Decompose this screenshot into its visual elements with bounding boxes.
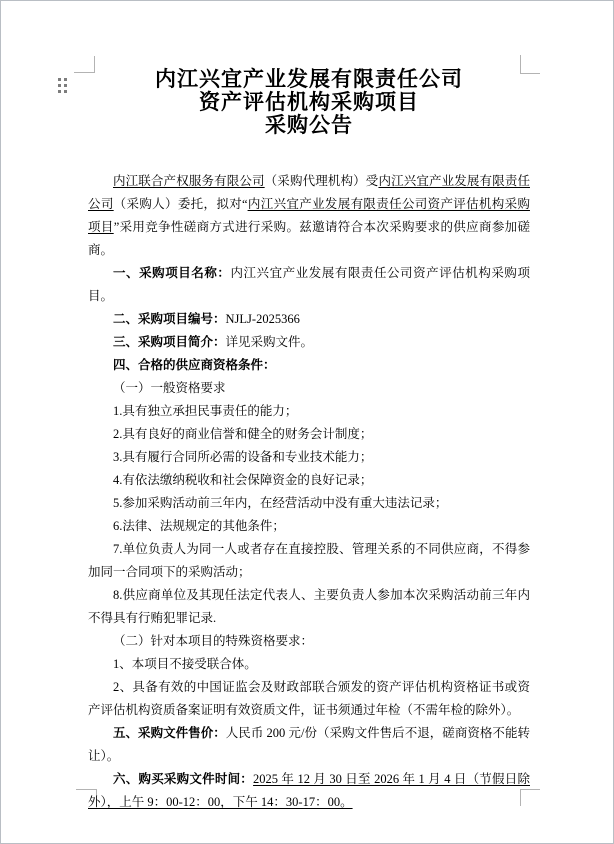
text-run: （采购代理机构）受 bbox=[264, 174, 379, 188]
marker-dot bbox=[64, 90, 67, 93]
paragraph bbox=[88, 768, 530, 814]
text-run: 7.单位负责人为同一人或者存在直接控股、管理关系的不同供应商，不得参加同一合同项下的采购活动； bbox=[88, 542, 530, 579]
paragraph bbox=[88, 538, 530, 584]
text-run: 1.具有独立承担民事责任的能力； bbox=[113, 404, 298, 418]
text-run: 1、本项目不接受联合体。 bbox=[113, 657, 257, 671]
text-run: ”采用竞争性磋商方式进行采购。兹邀请符合本次采购要求的供应商参加磋商。 bbox=[88, 220, 530, 257]
paragraph bbox=[88, 653, 530, 676]
marker-dot bbox=[64, 78, 67, 81]
paragraph bbox=[88, 469, 530, 492]
marker-dot bbox=[64, 84, 67, 87]
text-run: 2.具有良好的商业信誉和健全的财务会计制度； bbox=[113, 427, 373, 441]
paragraph bbox=[88, 722, 530, 768]
text-run: （二）针对本项目的特殊资格要求： bbox=[113, 634, 314, 648]
text-run: 五、采购文件售价： bbox=[113, 726, 226, 740]
text-run: 6.法律、法规规定的其他条件； bbox=[113, 519, 285, 533]
text-run: 内江兴宜产业发展有限责任公司资产评估机构采购项目。 bbox=[88, 266, 530, 303]
text-run: 内江联合产权服务有限公司 bbox=[113, 174, 265, 188]
text-run: 4.有依法缴纳税收和社会保障资金的良好记录； bbox=[113, 473, 373, 487]
document-body bbox=[88, 170, 530, 814]
text-run: （一）一般资格要求 bbox=[113, 381, 226, 395]
paragraph bbox=[88, 423, 530, 446]
paragraph bbox=[88, 262, 530, 308]
marker-dot bbox=[58, 90, 61, 93]
text-run: 三、采购项目简介： bbox=[113, 335, 226, 349]
text-run: 8.供应商单位及其现任法定代表人、主要负责人参加本次采购活动前三年内不得具有行贿犯罪记录. bbox=[88, 588, 530, 625]
paragraph bbox=[88, 331, 530, 354]
text-run: 5.参加采购活动前三年内，在经营活动中没有重大违法记录； bbox=[113, 496, 448, 510]
paragraph bbox=[88, 170, 530, 262]
paragraph bbox=[88, 446, 530, 469]
marker-dot bbox=[58, 78, 61, 81]
document-title-line: 采购公告 bbox=[265, 113, 353, 137]
text-run: （采购人）委托，拟对“ bbox=[113, 197, 248, 211]
text-run: NJLJ-2025366 bbox=[225, 312, 300, 326]
paragraph bbox=[88, 630, 530, 653]
paragraph-marker-dots-icon bbox=[58, 78, 70, 96]
text-run: 四、合格的供应商资格条件： bbox=[113, 358, 276, 372]
text-run: 2025 年 12 月 30 日至 2026 年 1 月 4 日（节假日除外），上午 9：00-12：00，下午 14：30-17：00。 bbox=[88, 772, 530, 809]
text-run: 二、采购项目编号： bbox=[113, 312, 226, 326]
document-title-line: 资产评估机构采购项目 bbox=[199, 90, 419, 114]
paragraph bbox=[88, 515, 530, 538]
paragraph bbox=[88, 354, 530, 377]
text-run: 详见采购文件。 bbox=[225, 335, 314, 349]
text-run: 内江兴宜产业发展有限责任公司资产评估机构采购项目 bbox=[88, 197, 530, 234]
paragraph bbox=[88, 492, 530, 515]
document-title-line: 内江兴宜产业发展有限责任公司 bbox=[155, 67, 463, 91]
text-run: 2、具备有效的中国证监会及财政部联合颁发的资产评估机构资格证书或资产评估机构资质备案证明有效资质文件，证书须通过年检（不需年检的除外）。 bbox=[88, 680, 530, 717]
marker-dot bbox=[58, 84, 61, 87]
paragraph bbox=[88, 308, 530, 331]
paragraph bbox=[88, 676, 530, 722]
paragraph bbox=[88, 400, 530, 423]
text-run: 一、采购项目名称： bbox=[113, 266, 231, 280]
paragraph bbox=[88, 377, 530, 400]
text-run: 人民币 200 元/份（采购文件售后不退，磋商资格不能转让）。 bbox=[88, 726, 530, 763]
document-title bbox=[88, 68, 530, 137]
text-run: 3.具有履行合同所必需的设备和专业技术能力； bbox=[113, 450, 373, 464]
text-run: 内江兴宜产业发展有限责任公司 bbox=[88, 174, 530, 211]
text-run: 六、购买采购文件时间： bbox=[113, 772, 254, 786]
paragraph bbox=[88, 584, 530, 630]
